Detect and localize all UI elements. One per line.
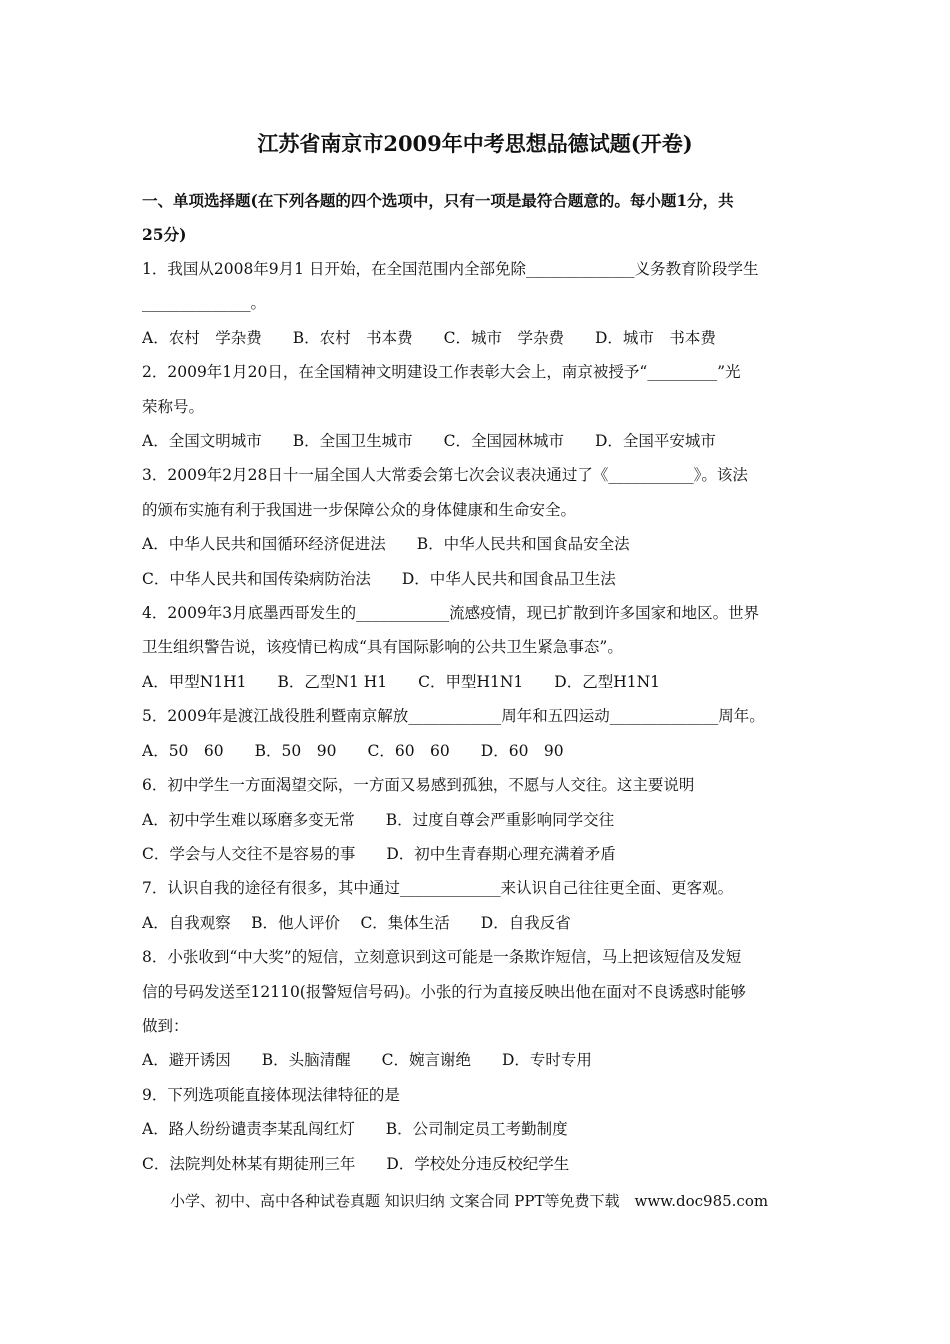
option-line: A．全国文明城市 B．全国卫生城市 C．全国园林城市 D．全国平安城市 [142, 432, 716, 451]
question-line: 9．下列选项能直接体现法律特征的是 [142, 1085, 400, 1104]
option-line: C．学会与人交往不是容易的事 D．初中生青春期心理充满着矛盾 [142, 844, 616, 863]
option-line: A．50 60 B．50 90 C．60 60 D．60 90 [142, 741, 564, 760]
section-heading-line: 一、单项选择题(在下列各题的四个选项中，只有一项是最符合题意的。每小题1分，共 [142, 191, 734, 210]
question-line: ______________。 [142, 294, 267, 313]
question-line: 2．2009年1月20日，在全国精神文明建设工作表彰大会上，南京被授予“_________”光 [142, 363, 741, 382]
option-line: A．中华人民共和国循环经济促进法 B．中华人民共和国食品安全法 [142, 535, 630, 554]
page-footer: 小学、初中、高中各种试卷真题 知识归纳 文案合同 PPT等免费下载 www.doc985.com [170, 1192, 769, 1210]
option-line: C．中华人民共和国传染病防治法 D．中华人民共和国食品卫生法 [142, 569, 616, 588]
question-line: 1．我国从2008年9月1 日开始，在全国范围内全部免除______________义务教育阶段学生 [142, 260, 759, 278]
question-line: 4．2009年3月底墨西哥发生的____________流感疫情，现已扩散到许多国家和地区。世界 [142, 604, 760, 623]
option-line: A．路人纷纷谴责李某乱闯红灯 B．公司制定员工考勤制度 [142, 1120, 568, 1139]
question-list [142, 252, 808, 1181]
option-line: A．农村 学杂费 B．农村 书本费 C．城市 学杂费 D．城市 书本费 [142, 328, 716, 347]
question-line: 卫生组织警告说，该疫情已构成“具有国际影响的公共卫生紧急事态”。 [142, 638, 623, 657]
page-title: 江苏省南京市2009年中考思想品德试题(开卷) [257, 131, 693, 156]
question-line: 荣称号。 [142, 397, 205, 416]
section-heading-line: 25分) [142, 225, 187, 244]
exam-page [142, 120, 808, 1181]
option-line: A．初中学生难以琢磨多变无常 B．过度自尊会严重影响同学交往 [142, 810, 615, 829]
option-line: A．避开诱因 B．头脑清醒 C．婉言谢绝 D．专时专用 [142, 1051, 592, 1070]
question-line: 信的号码发送至12110(报警短信号码)。小张的行为直接反映出他在面对不良诱惑时能够 [142, 982, 746, 1001]
question-line: 做到： [142, 1016, 189, 1035]
option-line: A．甲型N1H1 B．乙型N1 H1 C．甲型H1N1 D．乙型H1N1 [142, 672, 661, 691]
question-line: 7．认识自我的途径有很多，其中通过_____________来认识自己往往更全面、更客观。 [142, 879, 734, 898]
section-heading [142, 184, 808, 252]
question-line: 8．小张收到“中大奖”的短信，立刻意识到这可能是一条欺诈短信，马上把该短信及发短 [142, 948, 742, 967]
question-line: 3．2009年2月28日十一届全国人大常委会第七次会议表决通过了《___________》。该法 [142, 466, 748, 485]
option-line: A．自我观察 B．他人评价 C．集体生活 D．自我反省 [142, 913, 571, 932]
question-line: 5．2009年是渡江战役胜利暨南京解放____________周年和五四运动______________周年。 [142, 707, 765, 726]
question-line: 的颁布实施有利于我国进一步保障公众的身体健康和生命安全。 [142, 500, 577, 519]
option-line: C．法院判处林某有期徒刑三年 D．学校处分违反校纪学生 [142, 1154, 570, 1173]
question-line: 6．初中学生一方面渴望交际，一方面又易感到孤独，不愿与人交往。这主要说明 [142, 776, 695, 795]
